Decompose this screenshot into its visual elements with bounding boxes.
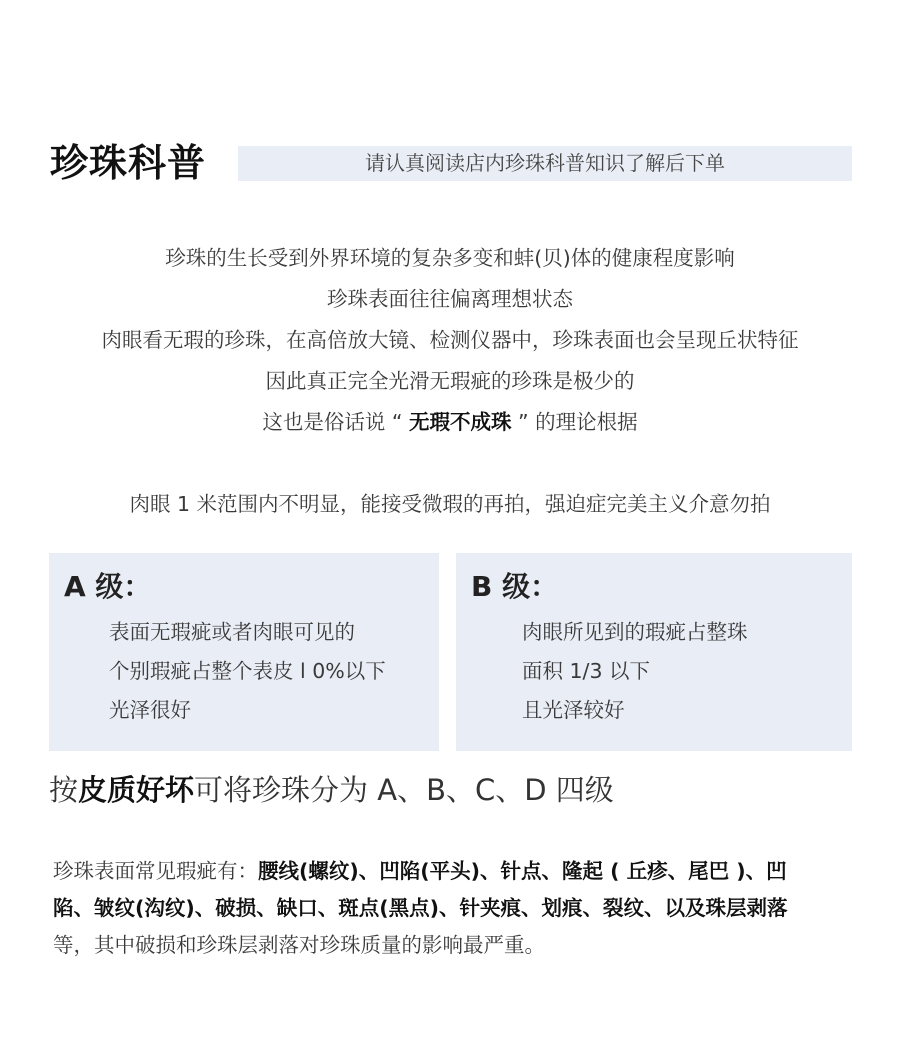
- intro-line: 珍珠表面往往偏离理想状态: [327, 287, 573, 311]
- saying-prefix: 这也是俗话说 “: [262, 410, 409, 434]
- grade-b-line: 肉眼所见到的瑕疵占整珠: [522, 620, 748, 644]
- intro-line-saying: [0, 402, 900, 443]
- defects-line: [53, 853, 853, 890]
- intro-line: 珍珠的生长受到外界环境的复杂多变和蚌(贝)体的健康程度影响: [165, 246, 735, 270]
- banner-text: 请认真阅读店内珍珠科普知识了解后下单: [365, 151, 725, 175]
- grade-b-card: [456, 553, 852, 751]
- classify-emphasis: 皮质好坏: [78, 773, 195, 807]
- grade-a-line: 光泽很好: [109, 698, 191, 722]
- saying-emphasis: 无瑕不成珠: [409, 410, 512, 434]
- grade-b-line: 面积 1/3 以下: [522, 659, 651, 683]
- grade-a-description: [109, 613, 429, 730]
- classify-prefix: 按: [49, 773, 79, 807]
- grade-a-title: A 级：: [64, 570, 152, 603]
- intro-line: 因此真正完全光滑无瑕疵的珍珠是极少的: [265, 369, 635, 393]
- intro-paragraph: [0, 238, 900, 443]
- defects-paragraph: [53, 853, 853, 964]
- saying-suffix: ” 的理论根据: [511, 410, 638, 434]
- defects-list-part2: 陷、皱纹(沟纹)、破损、缺口、斑点(黑点)、针夹痕、划痕、裂纹、以及珠层剥落: [53, 896, 788, 920]
- classify-suffix: 可将珍珠分为 A、B、C、D 四级: [194, 773, 614, 807]
- intro-line: 肉眼看无瑕的珍珠，在高倍放大镜、检测仪器中，珍珠表面也会呈现丘状特征: [101, 328, 799, 352]
- defects-list-part1: 腰线(螺纹)、凹陷(平头)、针点、隆起 ( 丘疹、尾巴 )、凹: [258, 859, 787, 883]
- header: [50, 140, 852, 186]
- defects-line: [53, 890, 853, 927]
- grade-a-line: 个别瑕疵占整个表皮 l 0%以下: [109, 659, 386, 683]
- grade-a-card: [49, 553, 439, 751]
- tolerance-note: 肉眼 1 米范围内不明显，能接受微瑕的再拍，强迫症完美主义介意勿拍: [129, 492, 771, 516]
- grade-b-description: [522, 613, 842, 730]
- defects-conclusion: 等，其中破损和珍珠层剥落对珍珠质量的影响最严重。: [53, 933, 545, 957]
- header-banner: [238, 146, 852, 181]
- defects-lead: 珍珠表面常见瑕疵有：: [53, 859, 258, 883]
- grade-b-title: B 级：: [471, 570, 559, 603]
- grade-b-line: 且光泽较好: [522, 698, 625, 722]
- page-title: 珍珠科普: [50, 141, 207, 185]
- grade-a-line: 表面无瑕疵或者肉眼可见的: [109, 620, 355, 644]
- classification-heading: [49, 768, 614, 812]
